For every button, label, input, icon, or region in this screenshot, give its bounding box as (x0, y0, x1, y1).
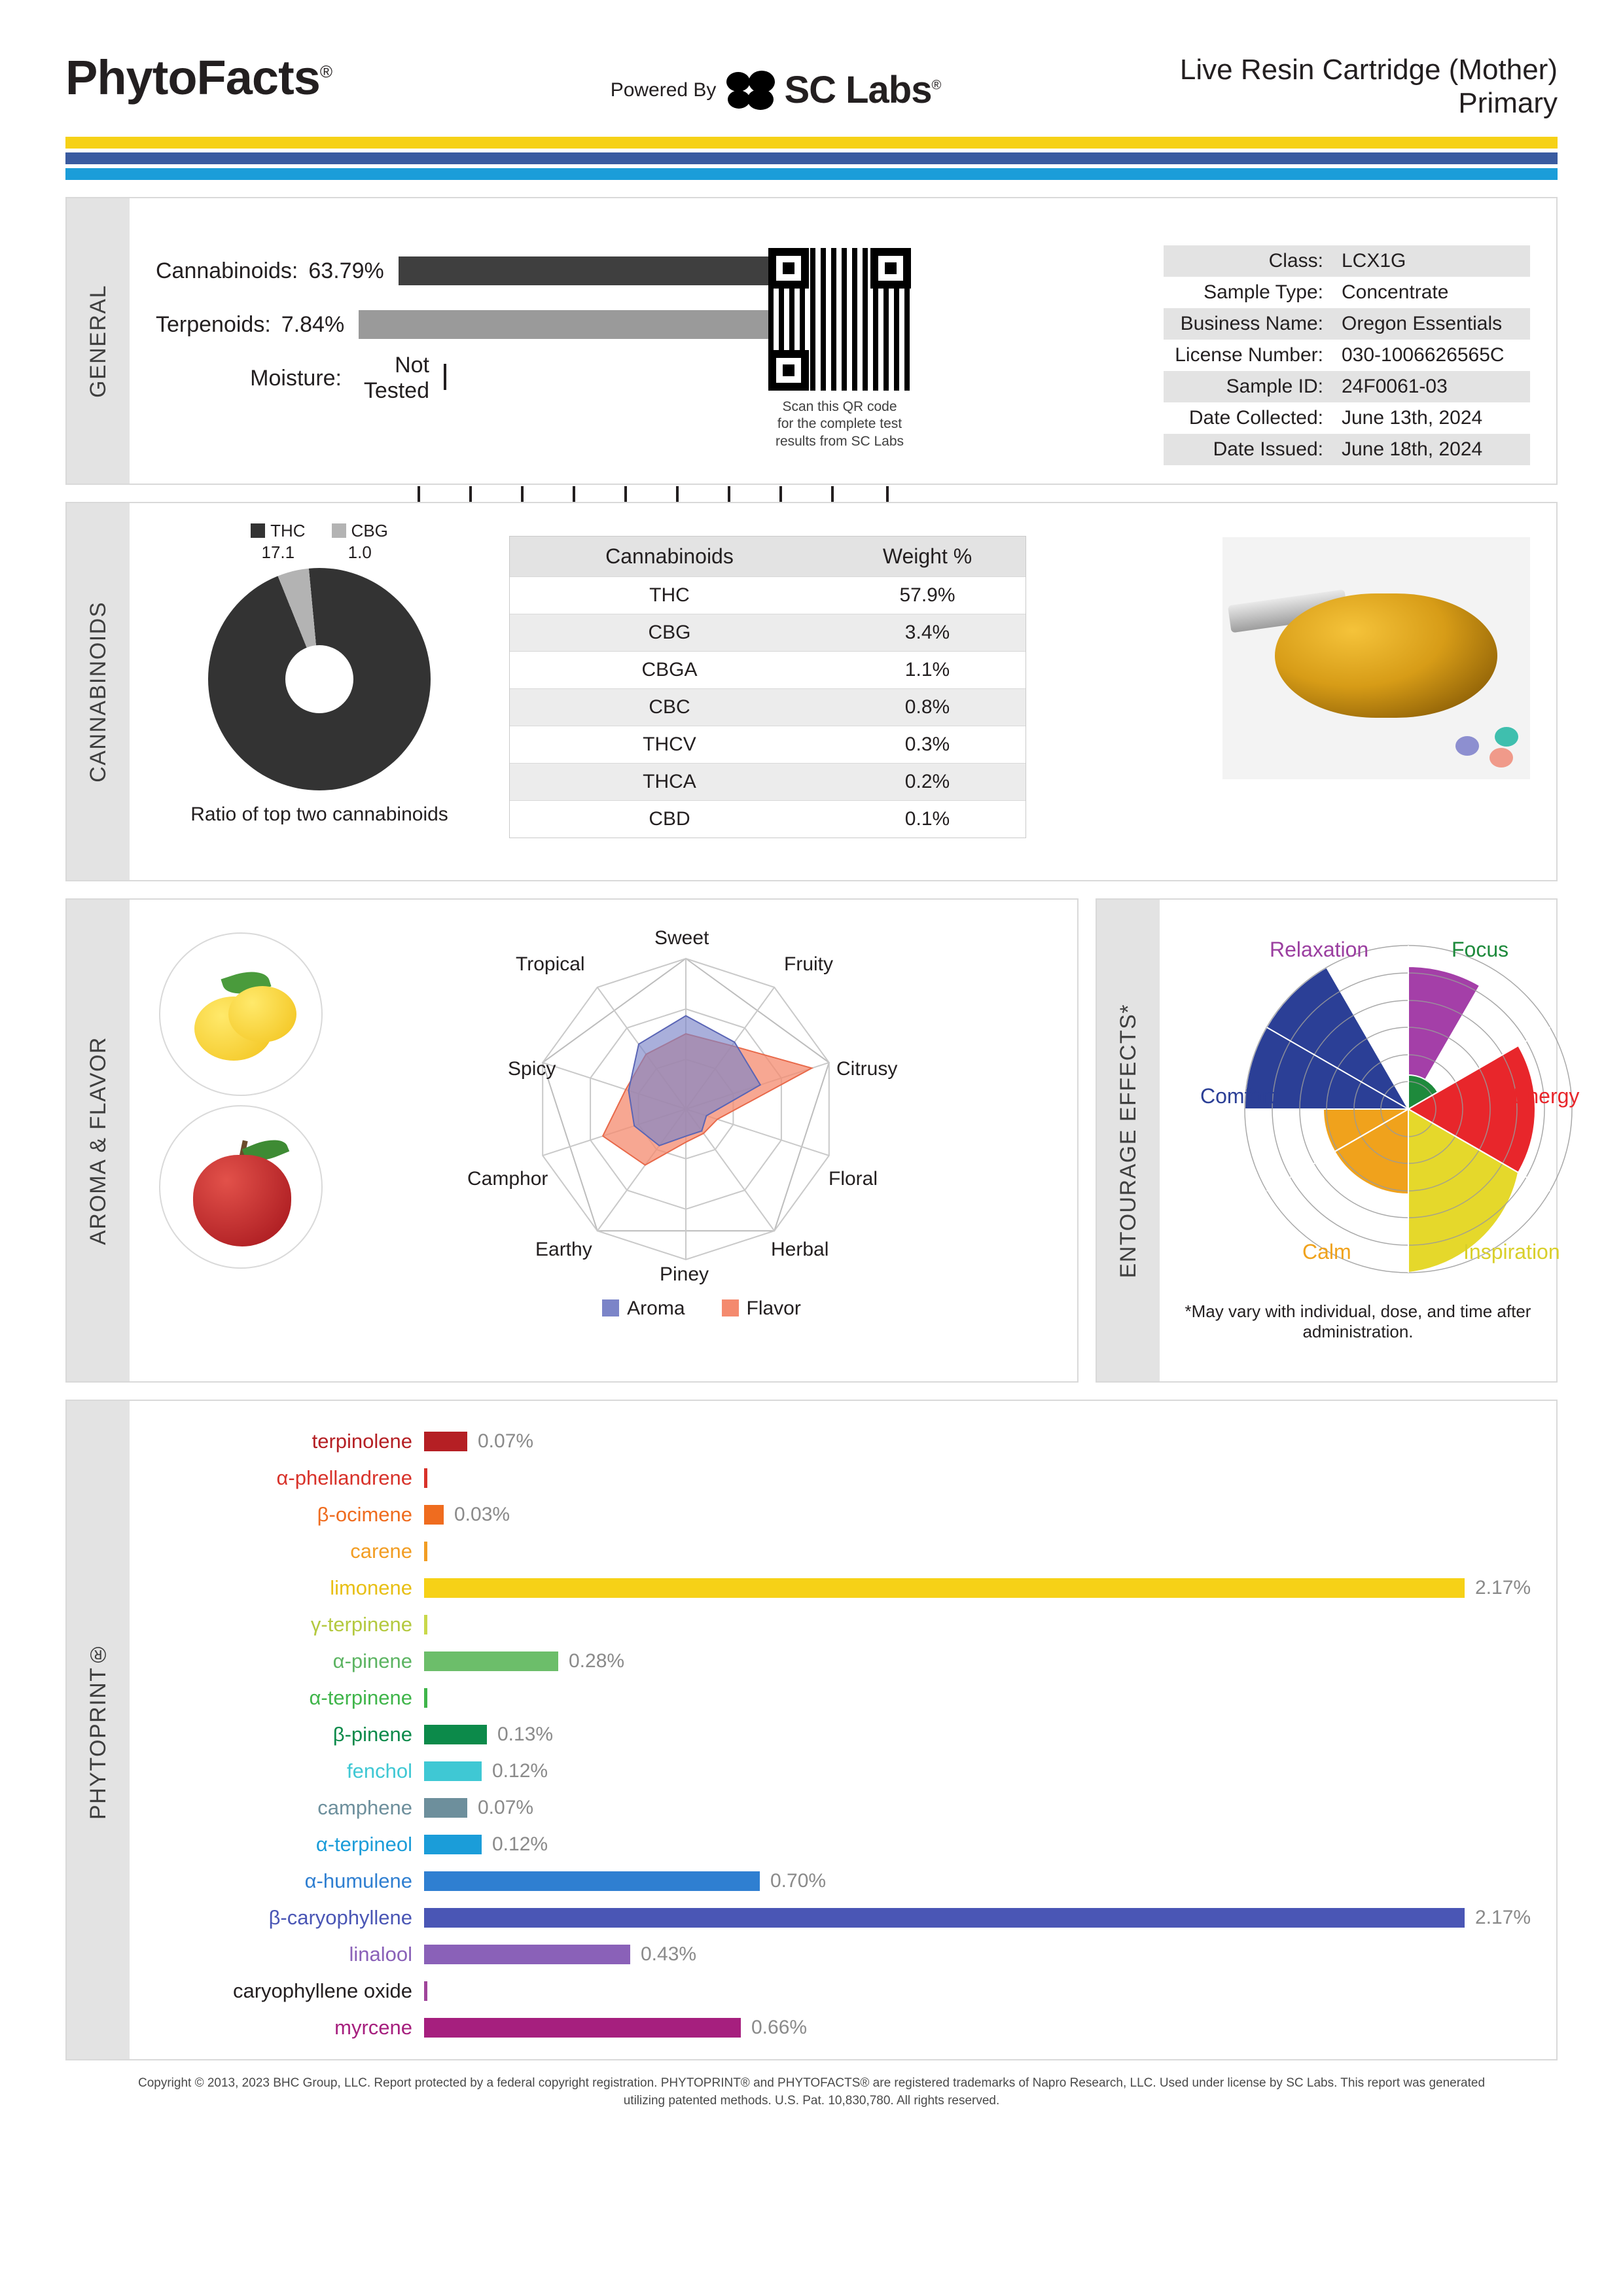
sc-labs-dots-icon (1455, 727, 1518, 768)
general-label: Moisture: (250, 365, 342, 391)
terpene-bar (424, 1835, 482, 1854)
terpene-row-beta-caryophyllene: β-caryophyllene 2.17% (268, 1906, 1531, 1930)
radar-axis-herbal: Herbal (771, 1239, 829, 1261)
cannabinoids-section-label: CANNABINOIDS (67, 503, 130, 880)
qr-caption: Scan this QR code for the complete test results from SC Labs (775, 399, 904, 449)
brand-color-bars (65, 137, 1558, 180)
powered-by-label: Powered By (610, 79, 717, 101)
entourage-effects-section (1096, 898, 1580, 1383)
legend-swatch-flavor (722, 1299, 739, 1316)
meta-row: Sample Type: Concentrate (1204, 281, 1449, 304)
entourage-label-calm: Calm (1302, 1240, 1351, 1264)
radar-axis-tropical: Tropical (516, 953, 585, 976)
terpene-bar (424, 1505, 444, 1525)
donut-legend-thc: THC 17.1 (251, 520, 305, 563)
brand-registered-mark: ® (319, 62, 332, 82)
entourage-chart (1160, 900, 1580, 1358)
terpene-row-carene: carene (143, 1533, 1537, 1570)
entourage-label-inspiration: Inspiration (1463, 1240, 1560, 1264)
radar-axis-citrusy: Citrusy (836, 1058, 898, 1080)
radar-axis-earthy: Earthy (535, 1239, 592, 1261)
terpene-row-camphene: camphene 0.07% (317, 1796, 534, 1820)
brand-text: PhytoFacts (65, 50, 320, 105)
terpene-row-linalool: linalool 0.43% (349, 1943, 697, 1966)
sc-labs-logo (726, 68, 940, 112)
terpene-bar (424, 1945, 630, 1964)
terpene-row-terpinolene: terpinolene 0.07% (312, 1430, 534, 1453)
donut-caption: Ratio of top two cannabinoids (190, 804, 448, 826)
radar-axis-fruity: Fruity (784, 953, 833, 976)
entourage-disclaimer: *May vary with individual, dose, and time after administration. (1185, 1301, 1531, 1342)
aroma-flavor-section (65, 898, 1079, 1383)
sample-photo (1222, 537, 1530, 779)
terpene-row-gamma-terpinene: γ-terpinene (143, 1606, 1537, 1643)
terpene-bar (424, 1761, 482, 1781)
legend-swatch-cbg (332, 523, 346, 538)
terpene-row-limonene: limonene 2.17% (330, 1576, 1531, 1600)
general-row-moisture (156, 351, 732, 405)
terpene-bar (424, 1908, 1465, 1928)
radar-axis-floral: Floral (829, 1168, 878, 1190)
legend-swatch-aroma (602, 1299, 619, 1316)
terpene-bar (424, 1615, 427, 1634)
terpene-bar (424, 1432, 467, 1451)
terpene-row-myrcene: myrcene 0.66% (334, 2016, 808, 2040)
report-header (65, 0, 1558, 120)
terpene-row-fenchol: fenchol 0.12% (347, 1759, 548, 1783)
sample-subtitle: Primary (1458, 86, 1558, 119)
legend-swatch-thc (251, 523, 265, 538)
entourage-label-comfort: Comfort (1200, 1084, 1275, 1108)
donut-legend-cbg: CBG 1.0 (332, 520, 388, 563)
phytoprint-section-label: PHYTOPRINT® (67, 1401, 130, 2059)
aroma-legend (339, 1298, 1064, 1320)
terpene-bar (424, 2018, 741, 2038)
terpene-bar-chart (130, 1401, 1556, 2046)
column-header-name: Cannabinoids (605, 544, 734, 569)
radar-axis-sweet: Sweet (654, 927, 709, 949)
donut-chart (208, 568, 431, 790)
meta-row: Sample ID: 24F0061-03 (1164, 371, 1530, 402)
apple-image (159, 1105, 323, 1269)
sample-metadata-table (1164, 222, 1530, 465)
general-section (65, 197, 1558, 485)
terpene-bar (424, 1542, 427, 1561)
general-value: 63.79% (308, 258, 384, 283)
page-title (65, 50, 332, 105)
color-bar-blue (65, 168, 1558, 180)
entourage-label-energy: Energy (1513, 1084, 1580, 1108)
general-row-cannabinoids (156, 244, 732, 298)
aroma-images (143, 913, 339, 1332)
aroma-flavor-radar-chart (339, 913, 1064, 1332)
general-value: Not Tested (363, 353, 429, 404)
terpene-row-alpha-phellandrene: α-phellandrene (143, 1460, 1537, 1496)
table-row: CBGA 1.1% (510, 651, 1026, 688)
terpene-bar (424, 1981, 427, 2001)
sample-title: Live Resin Cartridge (Mother) (1179, 54, 1558, 86)
phytoprint-section (65, 1400, 1558, 2060)
lemon-image (159, 932, 323, 1096)
general-bar-terpenoids (359, 310, 810, 339)
general-label: Cannabinoids: (156, 258, 298, 283)
meta-row: Class: LCX1G (1164, 245, 1530, 277)
terpene-bar (424, 1798, 467, 1818)
qr-code[interactable] (768, 248, 911, 391)
terpene-row-beta-ocimene: β-ocimene 0.03% (317, 1503, 510, 1527)
cannabinoid-ratio-chart (149, 520, 490, 838)
meta-row: License Number: 030-1006626565C (1175, 344, 1505, 366)
sample-title-block (1180, 54, 1558, 120)
general-bar-moisture (444, 364, 446, 390)
footer-copyright: Copyright © 2013, 2023 BHC Group, LLC. Report protected by a federal copyright registration. PHYTOPRINT® and PHYTOFACTS® are registered trademarks of Napro Research, LLC. Used under license by SC Labs. This report was generated utilizing patented methods. U.S. Pat. 10,830,780. All rights reserved. (137, 2076, 1486, 2108)
meta-row: Date Issued: June 18th, 2024 (1164, 434, 1530, 465)
column-header-weight: Weight % (882, 544, 972, 569)
meta-row: Business Name: Oregon Essentials (1164, 308, 1530, 340)
general-row-terpenoids (156, 298, 732, 351)
general-section-label: GENERAL (67, 198, 130, 484)
aroma-section-label: AROMA & FLAVOR (67, 900, 130, 1381)
table-row: CBD 0.1% (510, 800, 1026, 838)
terpene-bar (424, 1578, 1465, 1598)
terpene-row-alpha-pinene: α-pinene 0.28% (332, 1650, 625, 1673)
color-bar-navy (65, 152, 1558, 164)
table-row: THCA 0.2% (510, 763, 1026, 800)
terpene-bar (424, 1871, 760, 1891)
terpene-row-alpha-humulene: α-humulene 0.70% (304, 1869, 827, 1893)
terpene-row-alpha-terpineol: α-terpineol 0.12% (315, 1833, 548, 1856)
table-row: CBC 0.8% (510, 688, 1026, 726)
terpene-row-caryophyllene-oxide: caryophyllene oxide (143, 1973, 1537, 2009)
table-row: CBG 3.4% (510, 614, 1026, 651)
general-value: 7.84% (281, 311, 345, 337)
terpene-bar (424, 1688, 427, 1708)
legend-flavor: Flavor (722, 1298, 801, 1320)
terpene-row-alpha-terpinene: α-terpinene (143, 1680, 1537, 1716)
legend-aroma: Aroma (602, 1298, 685, 1320)
terpene-bar (424, 1468, 427, 1488)
terpene-row-beta-pinene: β-pinene 0.13% (332, 1723, 554, 1746)
entourage-section-label: ENTOURAGE EFFECTS* (1097, 900, 1160, 1381)
entourage-label-focus: Focus (1452, 938, 1509, 962)
entourage-label-relaxation: Relaxation (1270, 938, 1369, 962)
radar-axis-spicy: Spicy (508, 1058, 556, 1080)
radar-axis-piney: Piney (660, 1263, 709, 1286)
terpene-bar (424, 1725, 487, 1744)
table-header-row (510, 537, 1026, 576)
general-label: Terpenoids: (156, 311, 271, 337)
cannabinoids-table (509, 536, 1026, 838)
cannabinoids-section (65, 502, 1558, 881)
general-bars (156, 222, 732, 465)
table-row: THC 57.9% (510, 576, 1026, 614)
color-bar-yellow (65, 137, 1558, 149)
sc-labs-mark-icon (726, 71, 777, 110)
radar-axis-camphor: Camphor (467, 1168, 548, 1190)
terpene-bar (424, 1651, 558, 1671)
powered-by-block (611, 68, 941, 112)
meta-row: Date Collected: June 13th, 2024 (1188, 407, 1483, 429)
sc-labs-name: SC Labs® (784, 69, 941, 111)
donut-legend (149, 520, 490, 563)
table-row: THCV 0.3% (510, 726, 1026, 763)
